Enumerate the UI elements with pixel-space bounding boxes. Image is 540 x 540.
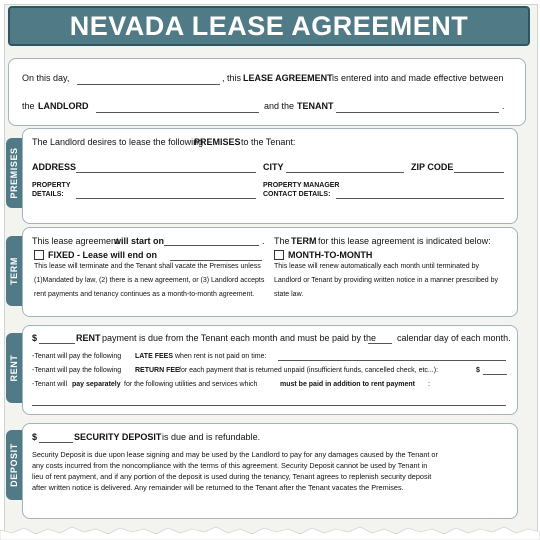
- term-tab-label: TERM: [9, 257, 19, 285]
- month-to-month-label: MONTH-TO-MONTH: [288, 250, 373, 260]
- term-desc-bold: TERM: [291, 236, 317, 246]
- fixed-desc-3: rent payments and tenancy continues as a month-to-month agreement.: [34, 291, 255, 298]
- monthly-desc-3: state law.: [274, 291, 304, 298]
- deposit-dollar: $: [32, 432, 38, 442]
- intro-entered: is entered into and made effective between: [332, 73, 504, 83]
- manager-contact-field[interactable]: [336, 198, 504, 199]
- term-start-bold: will start on: [114, 236, 165, 246]
- late-fees-bold: LATE FEES: [135, 353, 173, 360]
- fixed-desc-2: (1)Mandated by law, (2) there is a new agreement, or (3) Landlord accepts: [34, 277, 265, 284]
- intro-period: .: [502, 101, 505, 111]
- return-fee-field[interactable]: [483, 374, 507, 375]
- rent-amount-field[interactable]: [39, 343, 75, 344]
- term-start-pre: This lease agreement: [32, 236, 119, 246]
- term-tab: [6, 236, 22, 306]
- city-label: CITY: [263, 162, 284, 172]
- deposit-tab: [6, 430, 22, 500]
- intro-this: , this: [222, 73, 242, 83]
- utilities-mid: for the following utilities and services which: [124, 381, 258, 388]
- deposit-paragraph-2: any costs incurred from the noncompliance with the terms of this agreement. Security Deposit cannot be used by Tenant in: [32, 461, 428, 470]
- term-desc-post: for this lease agreement is indicated below:: [318, 236, 491, 246]
- torn-edge: [0, 524, 540, 540]
- rent-end: calendar day of each month.: [397, 333, 511, 343]
- intro-landlord-label: LANDLORD: [38, 101, 89, 111]
- utilities-pre: -Tenant will: [32, 381, 68, 388]
- premises-desc-pre: The Landlord desires to lease the following: [32, 137, 204, 147]
- utilities-bold2: must be paid in addition to rent payment: [280, 381, 415, 388]
- deposit-paragraph-4: after written notice is delivered. Any remainder will be returned to the Tenant after the Tenant vacates the Premises.: [32, 483, 404, 492]
- late-fees-pre: -Tenant will pay the following: [32, 353, 122, 360]
- rent-due-day-field[interactable]: [368, 343, 392, 344]
- lease-end-date-field[interactable]: [170, 260, 262, 261]
- premises-desc-post: to the Tenant:: [241, 137, 296, 147]
- address-field[interactable]: [76, 172, 256, 173]
- deposit-tab-label: DEPOSIT: [9, 443, 19, 487]
- security-deposit-post: is due and is refundable.: [162, 432, 261, 442]
- premises-desc-bold: PREMISES: [194, 137, 241, 147]
- property-details-label-2: DETAILS:: [32, 191, 64, 198]
- rent-dollar: $: [32, 333, 38, 343]
- intro-lease-agreement: LEASE AGREEMENT: [243, 73, 333, 83]
- rent-tab: [6, 333, 22, 403]
- term-start-period: .: [262, 236, 265, 246]
- premises-tab: [6, 138, 22, 208]
- return-fee-post: for each payment that is returned unpaid (insufficient funds, cancelled check, etc...):: [179, 367, 439, 374]
- intro-section: [8, 58, 526, 126]
- fixed-checkbox[interactable]: [34, 250, 44, 260]
- utilities-field[interactable]: [32, 405, 506, 406]
- late-fees-post: when rent is not paid on time:: [175, 353, 267, 360]
- monthly-desc-2: Landlord or Tenant by providing written notice in a manner prescribed by: [274, 277, 498, 284]
- return-fee-pre: -Tenant will pay the following: [32, 367, 122, 374]
- address-label: ADDRESS: [32, 162, 77, 172]
- title-banner: [8, 6, 530, 46]
- intro-tenant-label: TENANT: [297, 101, 334, 111]
- intro-on-this-day: On this day,: [22, 73, 70, 83]
- late-fees-field[interactable]: [278, 360, 506, 361]
- fixed-label: FIXED - Lease will end on: [48, 250, 158, 260]
- premises-tab-label: PREMISES: [9, 147, 19, 199]
- landlord-name-field[interactable]: [96, 112, 259, 113]
- lease-start-date-field[interactable]: [164, 245, 259, 246]
- deposit-paragraph-1: Security Deposit is due upon lease signing and may be used by the Landlord to pay for any damages caused by the Tenant or: [32, 450, 438, 459]
- tenant-name-field[interactable]: [336, 112, 499, 113]
- security-deposit-amount-field[interactable]: [39, 442, 73, 443]
- manager-label-1: PROPERTY MANAGER: [263, 182, 340, 189]
- intro-the: the: [22, 101, 35, 111]
- deposit-paragraph-3: lieu of rent payment, and if any portion of the deposit is used during the tenancy, Tenant agrees to replenish security deposit: [32, 472, 432, 481]
- fixed-desc-1: This lease will terminate and the Tenant shall vacate the Premises unless: [34, 263, 261, 270]
- rent-mid: payment is due from the Tenant each month and must be paid by the: [102, 333, 377, 343]
- utilities-colon: :: [428, 381, 430, 388]
- rent-label: RENT: [76, 333, 101, 343]
- utilities-bold: pay separately: [72, 381, 121, 388]
- rent-tab-label: RENT: [9, 354, 19, 382]
- return-fee-bold: RETURN FEE: [135, 367, 180, 374]
- property-details-field[interactable]: [76, 198, 256, 199]
- property-details-label-1: PROPERTY: [32, 182, 71, 189]
- zip-field[interactable]: [454, 172, 504, 173]
- agreement-date-field[interactable]: [77, 84, 220, 85]
- document-title: NEVADA LEASE AGREEMENT: [69, 11, 469, 41]
- term-desc-pre: The: [274, 236, 290, 246]
- monthly-desc-1: This lease will renew automatically each month until terminated by: [274, 263, 480, 270]
- zip-label: ZIP CODE: [411, 162, 454, 172]
- intro-and-the: and the: [264, 101, 295, 111]
- city-field[interactable]: [286, 172, 404, 173]
- month-to-month-checkbox[interactable]: [274, 250, 284, 260]
- security-deposit-label: SECURITY DEPOSIT: [74, 432, 162, 442]
- return-fee-dollar: $: [476, 367, 480, 374]
- manager-label-2: CONTACT DETAILS:: [263, 191, 331, 198]
